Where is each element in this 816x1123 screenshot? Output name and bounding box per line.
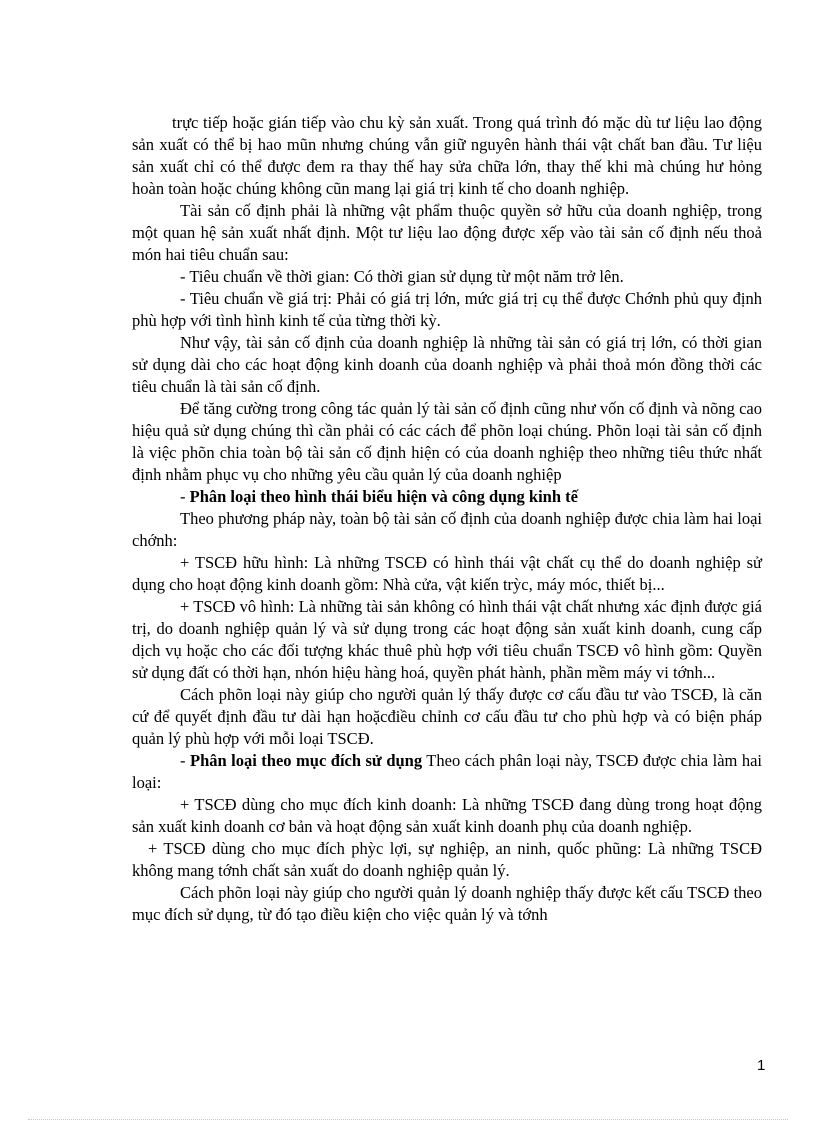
footer-divider (28, 1119, 788, 1120)
section-heading (132, 750, 762, 794)
paragraph: + TSCĐ dùng cho mục đích phỳc lợi, sự nghiệp, an ninh, quốc phũng: Là những TSCĐ không mang tớnh chất sản xuất do doanh nghiệp quản lý. (132, 839, 762, 880)
paragraph: + TSCĐ dùng cho mục đích kinh doanh: Là những TSCĐ đang dùng trong hoạt động sản xuất kinh doanh cơ bản và hoạt động sản xuất kinh doanh phụ của doanh nghiệp. (132, 795, 762, 836)
paragraph: + TSCĐ vô hình: Là những tài sản không có hình thái vật chất nhưng xác định được giá trị, do doanh nghiệp quản lý và sử dụng trong các hoạt động sản xuất kinh doanh, cung cấp dịch vụ hoặc cho các đối tượng khác thuê phù hợp với tiêu chuẩn TSCĐ vô hình gồm: Quyền sử dụng đất có thời hạn, nhón hiệu hàng hoá, quyền phát hành, phần mềm máy vi tớnh... (132, 597, 762, 682)
paragraph: + TSCĐ hữu hình: Là những TSCĐ có hình thái vật chất cụ thể do doanh nghiệp sử dụng cho hoạt động kinh doanh gồm: Nhà cửa, vật kiến trỳc, máy móc, thiết bị... (132, 553, 762, 594)
paragraph: trực tiếp hoặc gián tiếp vào chu kỳ sản xuất. Trong quá trình đó mặc dù tư liệu lao động sản xuất có thể bị hao mũn nhưng chúng vẫn giữ nguyên hành thái vật chất ban đầu. Tư liệu sản xuất chỉ có thể được đem ra thay thế hay sửa chữa lớn, thay thế khi mà chúng hư hỏng hoàn toàn hoặc chúng không cũn mang lại giá trị kinh tế cho doanh nghiệp. (132, 113, 762, 198)
heading-text: Phân loại theo mục đích sử dụng (189, 751, 423, 770)
paragraph: Để tăng cường trong công tác quản lý tài sản cố định cũng như vốn cố định và nõng cao hiệu quả sử dụng chúng thì cần phải có các cách để phõn loại chúng. Phõn loại tài sản cố định là việc phõn chia toàn bộ tài sản cố định hiện có của doanh nghiệp theo những tiêu thức nhất định nhằm phục vụ cho những yêu cầu quản lý của doanh nghiệp (132, 399, 762, 484)
paragraph: Như vậy, tài sản cố định của doanh nghiệp là những tài sản có giá trị lớn, có thời gian sử dụng dài cho các hoạt động kinh doanh của doanh nghiệp và phải thoả món đồng thời các tiêu chuẩn là tài sản cố định. (132, 333, 762, 396)
paragraph: Cách phõn loại này giúp cho người quản lý thấy được cơ cấu đầu tư vào TSCĐ, là căn cứ để quyết định đầu tư dài hạn hoặcđiều chỉnh cơ cấu đầu tư cho phù hợp và có biện pháp quản lý phù hợp với mỗi loại TSCĐ. (132, 685, 762, 748)
page-number: 1 (757, 1057, 766, 1074)
paragraph: - Tiêu chuẩn về thời gian: Có thời gian sử dụng từ một năm trở lên. (180, 267, 624, 286)
paragraph: - Tiêu chuẩn về giá trị: Phải có giá trị lớn, mức giá trị cụ thể được Chớnh phủ quy định phù hợp với tình hình kinh tế của từng thời kỳ. (132, 289, 762, 330)
paragraph: Theo phương pháp này, toàn bộ tài sản cố định của doanh nghiệp được chia làm hai loại chớnh: (132, 509, 762, 550)
document-body (132, 112, 762, 926)
heading-prefix: - (180, 487, 190, 506)
section-heading (132, 486, 762, 508)
paragraph: Cách phõn loại này giúp cho người quản lý doanh nghiệp thấy được kết cấu TSCĐ theo mục đích sử dụng, từ đó tạo điều kiện cho việc quản lý và tớnh (132, 883, 762, 924)
paragraph: Tài sản cố định phải là những vật phẩm thuộc quyền sở hữu của doanh nghiệp, trong một quan hệ sản xuất nhất định. Một tư liệu lao động được xếp vào tài sản cố định nếu thoả món hai tiêu chuẩn sau: (132, 201, 762, 264)
heading-text: Phân loại theo hình thái biểu hiện và công dụng kinh tế (189, 487, 578, 506)
heading-prefix: - (180, 751, 190, 770)
heading-tail: Theo cách phân loại này, TSCĐ được chia làm hai loại: (132, 751, 762, 792)
